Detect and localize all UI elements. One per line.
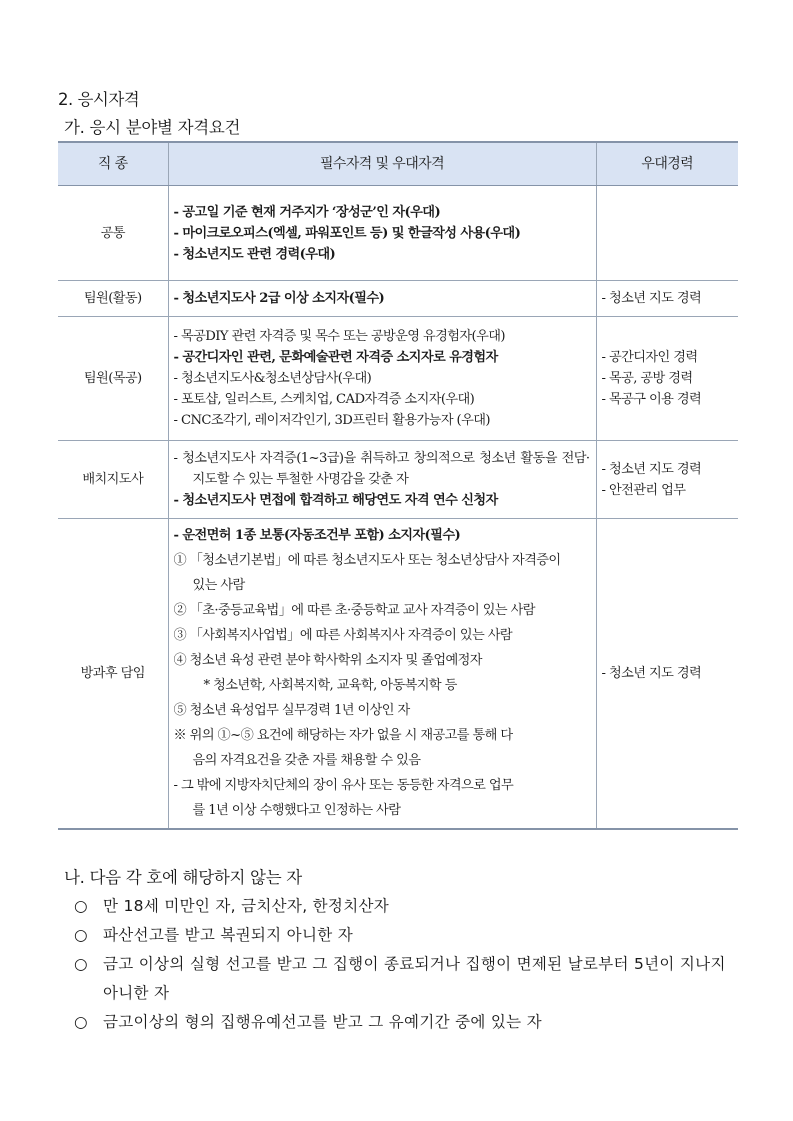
experience-line: - 안전관리 업무 xyxy=(601,482,686,498)
experience-line: - 목공, 공방 경력 xyxy=(601,371,693,386)
requirement-line: - 청소년지도사 면접에 합격하고 해당연도 자격 연수 신청자 xyxy=(173,493,498,508)
requirement-line: - 그 밖에 지방자치단체의 장이 유사 또는 동등한 자격으로 업무 xyxy=(173,778,514,794)
list-item xyxy=(74,921,744,950)
requirements-cell xyxy=(168,317,596,441)
requirement-line: * 청소년학, 사회복지학, 교육학, 아동복지학 등 xyxy=(203,678,457,694)
requirement-line: ⑤ 청소년 육성업무 실무경력 1년 이상인 자 xyxy=(173,703,410,719)
requirement-line: - 청소년지도사 자격증(1~3급)을 취득하고 창의적으로 청소년 활동을 전담·지도할 수 있는 투철한 사명감을 갖춘 자 xyxy=(173,451,590,487)
requirement-line: - CNC조각기, 레이저각인기, 3D프린터 활용가능자 (우대) xyxy=(173,413,490,428)
circle-bullet-icon: ○ xyxy=(74,1013,88,1031)
requirement-line: - 청소년지도사&청소년상담사(우대) xyxy=(173,371,372,386)
exclusion-text: 만 18세 미만인 자, 금치산자, 한정치산자 xyxy=(103,897,390,915)
requirements-cell xyxy=(168,281,596,317)
experience-line: - 공간디자인 경력 xyxy=(601,350,698,365)
requirement-line: ① 「청소년기본법」에 따른 청소년지도사 또는 청소년상담사 자격증이 xyxy=(173,553,561,569)
header-requirements: 필수자격 및 우대자격 xyxy=(168,142,596,186)
experience-line: - 청소년 지도 경력 xyxy=(601,665,702,681)
list-item xyxy=(74,892,744,921)
requirement-line: ④ 청소년 육성 관련 분야 학사학위 소지자 및 졸업예정자 xyxy=(173,653,482,669)
subsection-title-a: 가. 응시 분야별 자격요건 xyxy=(64,118,241,137)
job-cell: 배치지도사 xyxy=(58,441,168,519)
experience-line: - 목공구 이용 경력 xyxy=(601,392,702,407)
requirement-line: 음의 자격요건을 갖춘 자를 채용할 수 있음 xyxy=(192,753,421,769)
requirement-line: - 목공DIY 관련 자격증 및 목수 또는 공방운영 유경험자(우대) xyxy=(173,329,505,344)
circle-bullet-icon: ○ xyxy=(74,926,88,944)
table-row xyxy=(58,519,738,829)
circle-bullet-icon: ○ xyxy=(74,955,88,973)
experience-cell xyxy=(596,317,738,441)
requirements-cell xyxy=(168,441,596,519)
requirement-line: - 청소년지도 관련 경력(우대) xyxy=(173,246,336,262)
job-cell: 팀원(목공) xyxy=(58,317,168,441)
list-item xyxy=(74,1008,744,1037)
experience-cell xyxy=(596,186,738,281)
requirement-line: - 청소년지도사 2급 이상 소지자(필수) xyxy=(173,291,385,306)
qualification-table xyxy=(58,141,738,830)
subsection-title-b: 나. 다음 각 호에 해당하지 않는 자 xyxy=(64,868,302,887)
table-row xyxy=(58,281,738,317)
exclusion-text: 금고이상의 형의 집행유예선고를 받고 그 유예기간 중에 있는 자 xyxy=(103,1013,542,1031)
exclusion-text: 파산선고를 받고 복권되지 아니한 자 xyxy=(103,926,354,944)
requirements-cell xyxy=(168,186,596,281)
requirement-line: ③ 「사회복지사업법」에 따른 사회복지사 자격증이 있는 사람 xyxy=(173,628,513,644)
requirement-line: - 공간디자인 관련, 문화예술관련 자격증 소지자로 유경험자 xyxy=(173,350,498,365)
table-header-row xyxy=(58,142,738,186)
experience-cell xyxy=(596,441,738,519)
requirement-line: 있는 사람 xyxy=(192,578,245,594)
job-cell: 팀원(활동) xyxy=(58,281,168,317)
job-cell: 방과후 담임 xyxy=(58,519,168,829)
circle-bullet-icon: ○ xyxy=(74,897,88,915)
experience-cell xyxy=(596,519,738,829)
requirement-line: - 포토샵, 일러스트, 스케치업, CAD자격증 소지자(우대) xyxy=(173,392,475,407)
requirement-line: ※ 위의 ①~⑤ 요건에 해당하는 자가 없을 시 재공고를 통해 다 xyxy=(173,728,513,744)
experience-cell xyxy=(596,281,738,317)
table-row xyxy=(58,317,738,441)
experience-line: - 청소년 지도 경력 xyxy=(601,291,702,306)
requirement-line: - 공고일 기준 현재 거주지가 ‘장성군’인 자(우대) xyxy=(173,204,441,220)
requirements-cell xyxy=(168,519,596,829)
job-cell: 공통 xyxy=(58,186,168,281)
table-row xyxy=(58,441,738,519)
header-job: 직 종 xyxy=(58,142,168,186)
header-experience: 우대경력 xyxy=(596,142,738,186)
exclusion-text: 금고 이상의 실형 선고를 받고 그 집행이 종료되거나 집행이 면제된 날로부터 5년이 지나지 아니한 자 xyxy=(103,955,726,1002)
exclusion-list xyxy=(74,892,744,1037)
requirement-line: 를 1년 이상 수행했다고 인정하는 사람 xyxy=(192,803,401,819)
requirement-line: ② 「초·중등교육법」에 따른 초·중등학교 교사 자격증이 있는 사람 xyxy=(173,603,535,619)
section-title: 2. 응시자격 xyxy=(58,90,140,109)
requirement-line: - 마이크로오피스(엑셀, 파워포인트 등) 및 한글작성 사용(우대) xyxy=(173,225,521,241)
requirement-line: - 운전면허 1종 보통(자동조건부 포함) 소지자(필수) xyxy=(173,528,461,544)
experience-line: - 청소년 지도 경력 xyxy=(601,461,702,477)
list-item xyxy=(74,950,744,1008)
table-row xyxy=(58,186,738,281)
